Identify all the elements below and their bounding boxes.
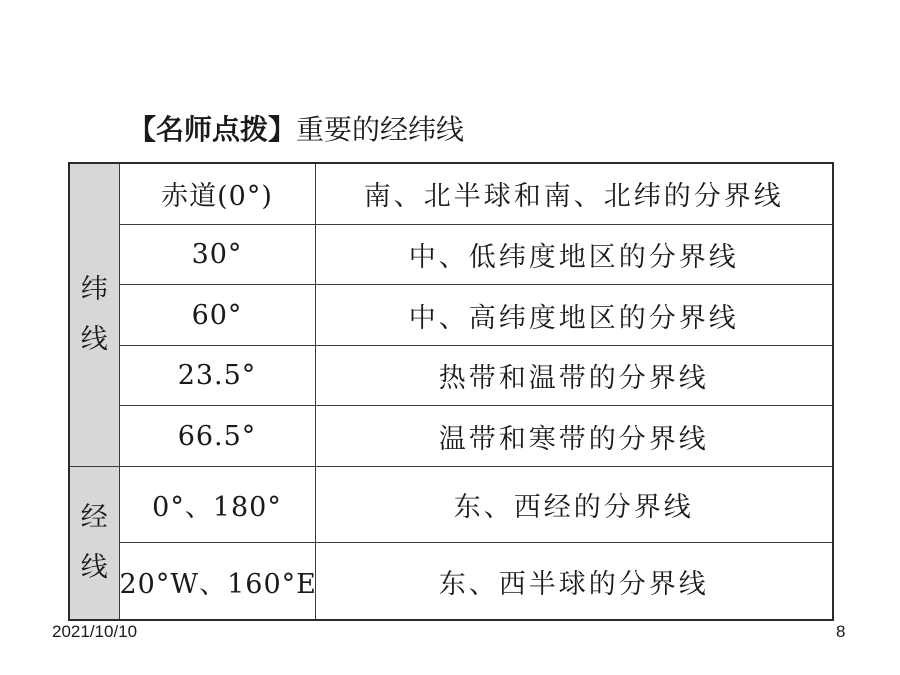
title-text: 重要的经纬线 (296, 113, 465, 146)
group-char: 线 (80, 551, 108, 583)
page-number: 8 (836, 622, 846, 641)
line-cell: 30° (119, 224, 315, 285)
meaning-cell: 中、低纬度地区的分界线 (315, 224, 833, 285)
table-row (69, 466, 833, 542)
footer-date: 2021/10/10 (52, 622, 138, 641)
group-char: 线 (80, 323, 108, 355)
table-row (69, 406, 833, 467)
meaning-cell: 中、高纬度地区的分界线 (315, 285, 833, 346)
meaning-cell: 温带和寒带的分界线 (315, 406, 833, 467)
meaning-cell: 东、西半球的分界线 (315, 543, 833, 620)
group-label-longitude (69, 466, 119, 620)
table-row (69, 224, 833, 285)
line-cell: 20°W、160°E (119, 543, 315, 620)
group-char: 纬 (80, 273, 108, 305)
title-tag: 【名师点拨】 (128, 113, 297, 146)
page-title (128, 110, 464, 150)
latitude-longitude-table (68, 162, 834, 621)
table-row (69, 543, 833, 620)
line-cell: 23.5° (119, 345, 315, 406)
line-cell: 赤道(0°) (119, 163, 315, 224)
line-cell: 66.5° (119, 406, 315, 467)
table-row (69, 163, 833, 224)
table-row (69, 345, 833, 406)
table-row (69, 285, 833, 346)
meaning-cell: 南、北半球和南、北纬的分界线 (315, 163, 833, 224)
meaning-cell: 热带和温带的分界线 (315, 345, 833, 406)
meaning-cell: 东、西经的分界线 (315, 466, 833, 542)
line-cell: 0°、180° (119, 466, 315, 542)
group-label-latitude (69, 163, 119, 466)
group-char: 经 (80, 501, 108, 533)
line-cell: 60° (119, 285, 315, 346)
